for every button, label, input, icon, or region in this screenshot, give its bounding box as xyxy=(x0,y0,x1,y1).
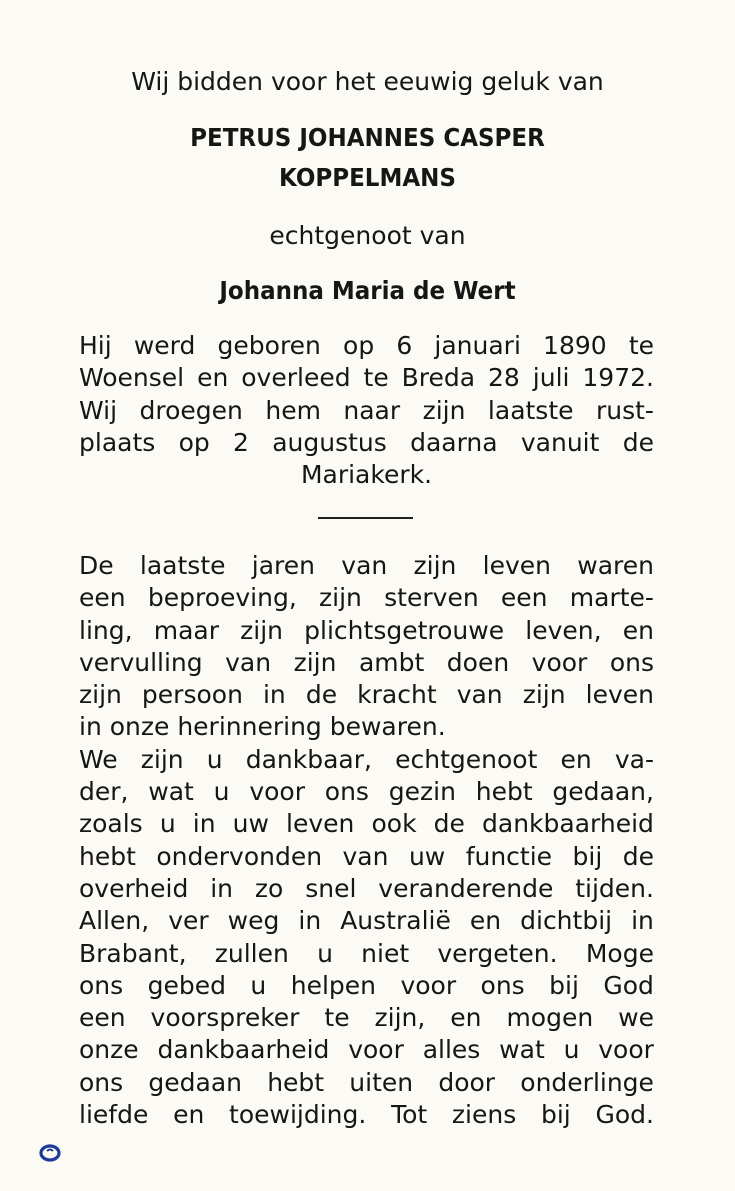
word: de xyxy=(305,680,338,710)
word: te xyxy=(628,331,654,360)
tribute-line xyxy=(79,970,654,1002)
word: uiten xyxy=(349,1067,414,1097)
word: een xyxy=(79,1003,126,1033)
word: zijn xyxy=(413,551,457,580)
word: toewijding. xyxy=(229,1100,367,1130)
word: ziens xyxy=(451,1100,517,1130)
word: en xyxy=(560,744,592,774)
word: de xyxy=(622,427,654,457)
word: mogen xyxy=(506,1003,594,1033)
word: ook xyxy=(371,809,417,839)
word: leven xyxy=(482,551,551,580)
word: gezin xyxy=(388,777,456,807)
word: zo xyxy=(254,873,284,903)
tribute-line xyxy=(79,615,654,647)
word: doen xyxy=(446,647,510,677)
word: in xyxy=(192,809,216,839)
word: juli xyxy=(532,363,570,393)
word: ons xyxy=(609,647,654,677)
word: rust- xyxy=(595,395,654,425)
word: van xyxy=(341,551,388,580)
word: de xyxy=(433,809,465,839)
word: zijn xyxy=(140,744,184,774)
deceased-name-line-1: PETRUS JOHANNES CASPER xyxy=(190,123,545,152)
word: vervulling xyxy=(79,647,203,677)
word: laatste xyxy=(139,551,226,580)
word: De xyxy=(79,551,114,580)
word: van xyxy=(456,680,503,710)
word: Breda xyxy=(401,363,476,393)
word: tijden. xyxy=(575,873,654,903)
relation-label: echtgenoot van xyxy=(269,221,466,250)
tribute-line xyxy=(79,1067,654,1099)
word: u xyxy=(159,809,176,839)
word: u xyxy=(206,744,223,774)
tribute-line xyxy=(79,744,654,776)
word: snel xyxy=(305,873,357,903)
word: voor xyxy=(531,647,588,677)
word: voorspreker xyxy=(150,1003,300,1033)
word: op xyxy=(343,331,375,360)
word: zijn xyxy=(422,395,466,425)
word: en xyxy=(622,615,654,645)
word: u xyxy=(213,777,230,807)
word: bij xyxy=(572,841,603,871)
word: ver xyxy=(168,906,209,936)
word: en xyxy=(173,1100,205,1130)
word: gedaan, xyxy=(552,777,654,807)
word: helpen xyxy=(290,970,376,1000)
word: wat xyxy=(148,777,194,807)
word: 2 xyxy=(233,427,249,457)
word: waren xyxy=(577,551,654,580)
word: overheid xyxy=(79,873,189,903)
word: zijn, xyxy=(374,1003,426,1033)
word: leven xyxy=(286,809,355,839)
word: zijn xyxy=(319,583,362,613)
word: door xyxy=(438,1067,496,1097)
word: overleed xyxy=(241,363,351,393)
word: voor xyxy=(598,1035,654,1065)
spouse-name: Johanna Maria de Wert xyxy=(219,276,516,305)
word: zijn xyxy=(79,680,122,710)
word: en xyxy=(469,906,502,936)
word: daarna xyxy=(410,427,498,457)
biography-line xyxy=(79,330,654,362)
word: u xyxy=(250,970,267,1000)
word: wat xyxy=(499,1035,545,1065)
word: beproeving, xyxy=(147,583,297,613)
word: veranderende xyxy=(378,873,554,903)
word: Hij xyxy=(79,331,112,360)
word: ons xyxy=(480,970,525,1000)
biography-line xyxy=(79,427,654,459)
word: God. xyxy=(595,1100,654,1130)
biography-paragraph xyxy=(79,330,654,491)
tribute-line xyxy=(79,1099,654,1131)
word: geboren xyxy=(217,331,321,360)
word: ambt xyxy=(358,647,425,677)
word: werd xyxy=(133,331,196,360)
word: dankbaarheid xyxy=(157,1035,330,1065)
word: ondervonden xyxy=(156,841,323,871)
word: God xyxy=(603,970,654,1000)
word: Moge xyxy=(585,938,654,968)
word: ons xyxy=(79,970,124,1000)
word: te xyxy=(363,363,389,393)
biography-line xyxy=(79,395,654,427)
tribute-line: in onze herinnering bewaren. xyxy=(79,712,446,742)
word: alles xyxy=(422,1035,481,1065)
tribute-line xyxy=(79,582,654,614)
printer-mark-icon xyxy=(38,1143,62,1163)
word: voor xyxy=(348,1035,404,1065)
word: We xyxy=(79,744,118,774)
word: va- xyxy=(614,744,654,774)
word: hebt xyxy=(475,777,533,807)
word: voor xyxy=(249,777,305,807)
word: zijn xyxy=(293,647,337,677)
word: zullen xyxy=(214,938,289,968)
word: Brabant, xyxy=(79,938,187,968)
word: een xyxy=(500,583,548,613)
word: gedaan xyxy=(148,1067,242,1097)
word: in xyxy=(298,906,322,936)
word: van xyxy=(342,841,389,871)
word: op xyxy=(178,427,210,457)
word: ons xyxy=(79,1067,124,1097)
word: in xyxy=(210,873,234,903)
word: maar xyxy=(153,615,219,645)
word: dankbaar, xyxy=(245,744,372,774)
word: hebt xyxy=(79,841,136,871)
word: voor xyxy=(400,970,457,1000)
biography-line xyxy=(79,362,654,394)
word: ling, xyxy=(79,615,133,645)
word: jaren xyxy=(251,551,316,580)
word: vergeten. xyxy=(437,938,558,968)
word: Australië xyxy=(340,906,451,936)
tribute-line xyxy=(79,1002,654,1034)
word: Woensel xyxy=(79,363,185,393)
word: onze xyxy=(79,1035,139,1065)
word: persoon xyxy=(141,680,243,710)
word: zoals xyxy=(79,809,143,839)
word: zijn xyxy=(240,615,284,645)
tribute-line xyxy=(79,679,654,711)
biography-line: Mariakerk. xyxy=(300,460,433,490)
deceased-name-line-2: KOPPELMANS xyxy=(279,163,456,192)
word: in xyxy=(262,680,286,710)
word: uw xyxy=(408,841,446,871)
word: 28 xyxy=(488,363,520,393)
word: onderlinge xyxy=(520,1067,654,1097)
word: u xyxy=(317,938,333,968)
tribute-line xyxy=(79,873,654,905)
word: ons xyxy=(324,777,369,807)
word: leven xyxy=(585,680,654,710)
word: augustus xyxy=(272,427,387,457)
word: naar xyxy=(343,395,401,425)
word: laatste xyxy=(487,395,574,425)
word: bij xyxy=(540,1100,571,1130)
word: en xyxy=(450,1003,482,1033)
word: Allen, xyxy=(79,906,150,936)
word: Wij xyxy=(79,395,118,425)
word: niet xyxy=(361,938,410,968)
tribute-line xyxy=(79,938,654,970)
tribute-line xyxy=(79,808,654,840)
tribute-line xyxy=(79,550,654,582)
tribute-paragraph xyxy=(79,550,654,1131)
intro-text: Wij bidden voor het eeuwig geluk van xyxy=(131,67,604,96)
word: we xyxy=(618,1003,654,1033)
word: Tot xyxy=(391,1100,428,1130)
word: 1972. xyxy=(582,363,654,393)
word: sterven xyxy=(384,583,479,613)
word: en xyxy=(197,363,229,393)
word: gebed xyxy=(147,970,226,1000)
word: van xyxy=(225,647,272,677)
word: hem xyxy=(265,395,321,425)
word: droegen xyxy=(139,395,243,425)
word: leven, xyxy=(525,615,602,645)
word: de xyxy=(622,841,654,871)
word: functie xyxy=(465,841,553,871)
word: dichtbij xyxy=(520,906,613,936)
word: plichtsgetrouwe xyxy=(304,615,505,645)
divider-rule xyxy=(318,517,413,519)
word: liefde xyxy=(79,1100,149,1130)
tribute-line xyxy=(79,776,654,808)
word: dankbaarheid xyxy=(482,809,654,839)
word: kracht xyxy=(357,680,437,710)
tribute-line xyxy=(79,905,654,937)
word: marte- xyxy=(569,583,654,613)
word: 6 xyxy=(396,331,413,360)
word: in xyxy=(631,906,654,936)
tribute-line xyxy=(79,841,654,873)
word: bij xyxy=(549,970,579,1000)
word: te xyxy=(324,1003,350,1033)
word: weg xyxy=(227,906,280,936)
tribute-line xyxy=(79,1034,654,1066)
word: januari xyxy=(434,331,521,360)
word: echtgenoot xyxy=(395,744,538,774)
word: zijn xyxy=(522,680,566,710)
word: een xyxy=(79,583,126,613)
word: plaats xyxy=(79,427,156,457)
tribute-line xyxy=(79,647,654,679)
word: hebt xyxy=(267,1067,325,1097)
word: u xyxy=(563,1035,580,1065)
word: uw xyxy=(232,809,269,839)
word: 1890 xyxy=(543,331,607,360)
word: der, xyxy=(79,777,129,807)
word: vanuit xyxy=(520,427,600,457)
